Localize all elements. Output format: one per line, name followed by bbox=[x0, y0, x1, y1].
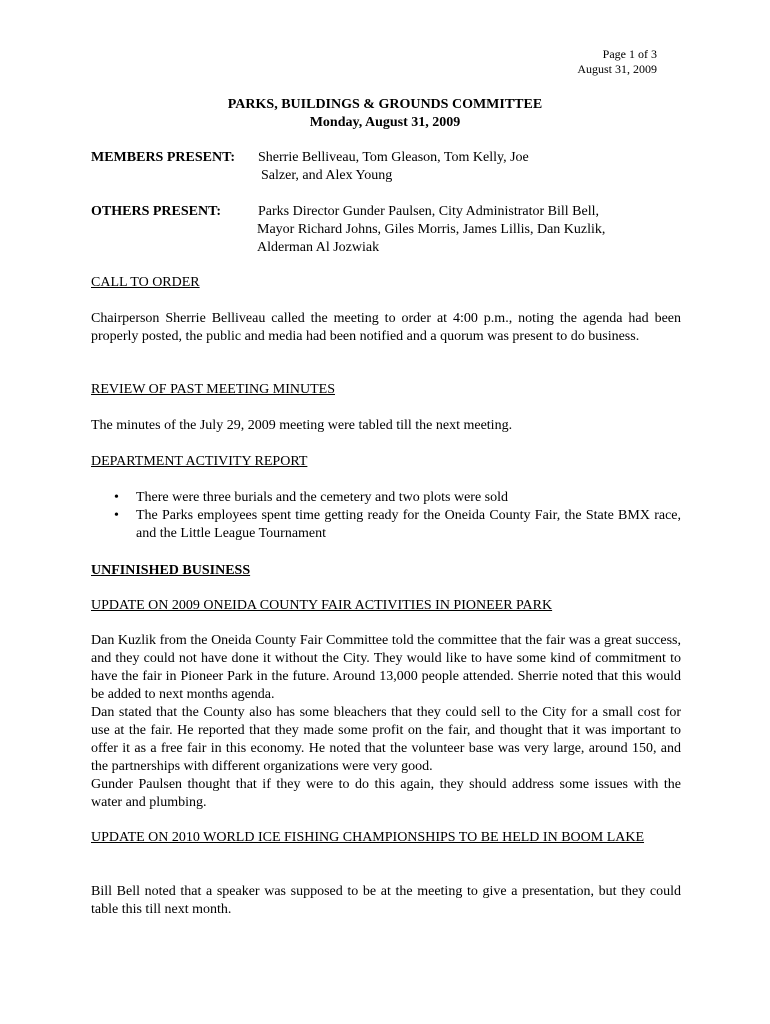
ice-fishing-text: Bill Bell noted that a speaker was supposed to be at the meeting to give a presentation, but they could table this till next month. bbox=[91, 884, 681, 917]
members-present-label: MEMBERS PRESENT: bbox=[91, 150, 236, 165]
fair-update-paragraph-3: Gunder Paulsen thought that if they were to do this again, they should address some issues with the water and plumbing. bbox=[91, 777, 681, 810]
bullet-icon: • bbox=[114, 508, 119, 523]
others-present-list bbox=[257, 203, 657, 257]
ice-fishing-heading: UPDATE ON 2010 WORLD ICE FISHING CHAMPIONSHIPS TO BE HELD IN BOOM LAKE bbox=[91, 830, 645, 845]
bullet-icon: • bbox=[114, 490, 119, 505]
review-minutes-text: The minutes of the July 29, 2009 meeting were tabled till the next meeting. bbox=[91, 418, 513, 433]
fair-update-paragraph-2: Dan stated that the County also has some bleachers that they could sell to the City for a small cost for use at the fair. He reported that they made some profit on the fair, and thought that it was important to offer it as a free fair in this economy. He noted that the volunteer base was very large, around 150, and the partnerships with different organizations were very good. bbox=[91, 705, 681, 774]
committee-title: PARKS, BUILDINGS & GROUNDS COMMITTEE bbox=[227, 97, 543, 112]
others-line-3: Alderman Al Jozwiak bbox=[257, 240, 380, 255]
department-report-list bbox=[91, 489, 681, 543]
call-to-order-text: Chairperson Sherrie Belliveau called the meeting to order at 4:00 p.m., noting the agenda had been properly posted, the public and media had been notified and a quorum was present to do business. bbox=[91, 311, 681, 344]
list-item-text: The Parks employees spent time getting ready for the Oneida County Fair, the State BMX race, and the Little League Tournament bbox=[136, 508, 681, 541]
page-header bbox=[577, 47, 657, 77]
others-line-1: Parks Director Gunder Paulsen, City Administrator Bill Bell, bbox=[258, 204, 600, 219]
fair-update-heading: UPDATE ON 2009 ONEIDA COUNTY FAIR ACTIVITIES IN PIONEER PARK bbox=[91, 598, 553, 613]
others-line-2: Mayor Richard Johns, Giles Morris, James Lillis, Dan Kuzlik, bbox=[257, 222, 606, 237]
call-to-order-heading: CALL TO ORDER bbox=[91, 275, 200, 290]
fair-update-paragraph-1: Dan Kuzlik from the Oneida County Fair Committee told the committee that the fair was a great success, and they could not have done it without the City. They would like to have some kind of commitment to have the fair in Pioneer Park in the future. Around 13,000 people attended. Sherrie noted that this would be added to next months agenda. bbox=[91, 633, 681, 702]
page-number: Page 1 of 3 bbox=[602, 47, 657, 61]
header-date: August 31, 2009 bbox=[577, 62, 657, 76]
members-line-1: Sherrie Belliveau, Tom Gleason, Tom Kelly, Joe bbox=[258, 150, 529, 165]
list-item bbox=[91, 507, 681, 543]
department-report-heading: DEPARTMENT ACTIVITY REPORT bbox=[91, 454, 308, 469]
review-minutes-heading: REVIEW OF PAST MEETING MINUTES bbox=[91, 382, 335, 397]
members-line-2: Salzer, and Alex Young bbox=[261, 168, 393, 183]
fair-update-body bbox=[91, 632, 681, 812]
list-item-text: There were three burials and the cemetery and two plots were sold bbox=[136, 490, 509, 505]
members-present-list bbox=[258, 149, 588, 185]
meeting-date-title: Monday, August 31, 2009 bbox=[309, 115, 461, 130]
unfinished-business-heading: UNFINISHED BUSINESS bbox=[91, 563, 251, 578]
list-item bbox=[91, 489, 681, 507]
others-present-label: OTHERS PRESENT: bbox=[91, 204, 222, 219]
